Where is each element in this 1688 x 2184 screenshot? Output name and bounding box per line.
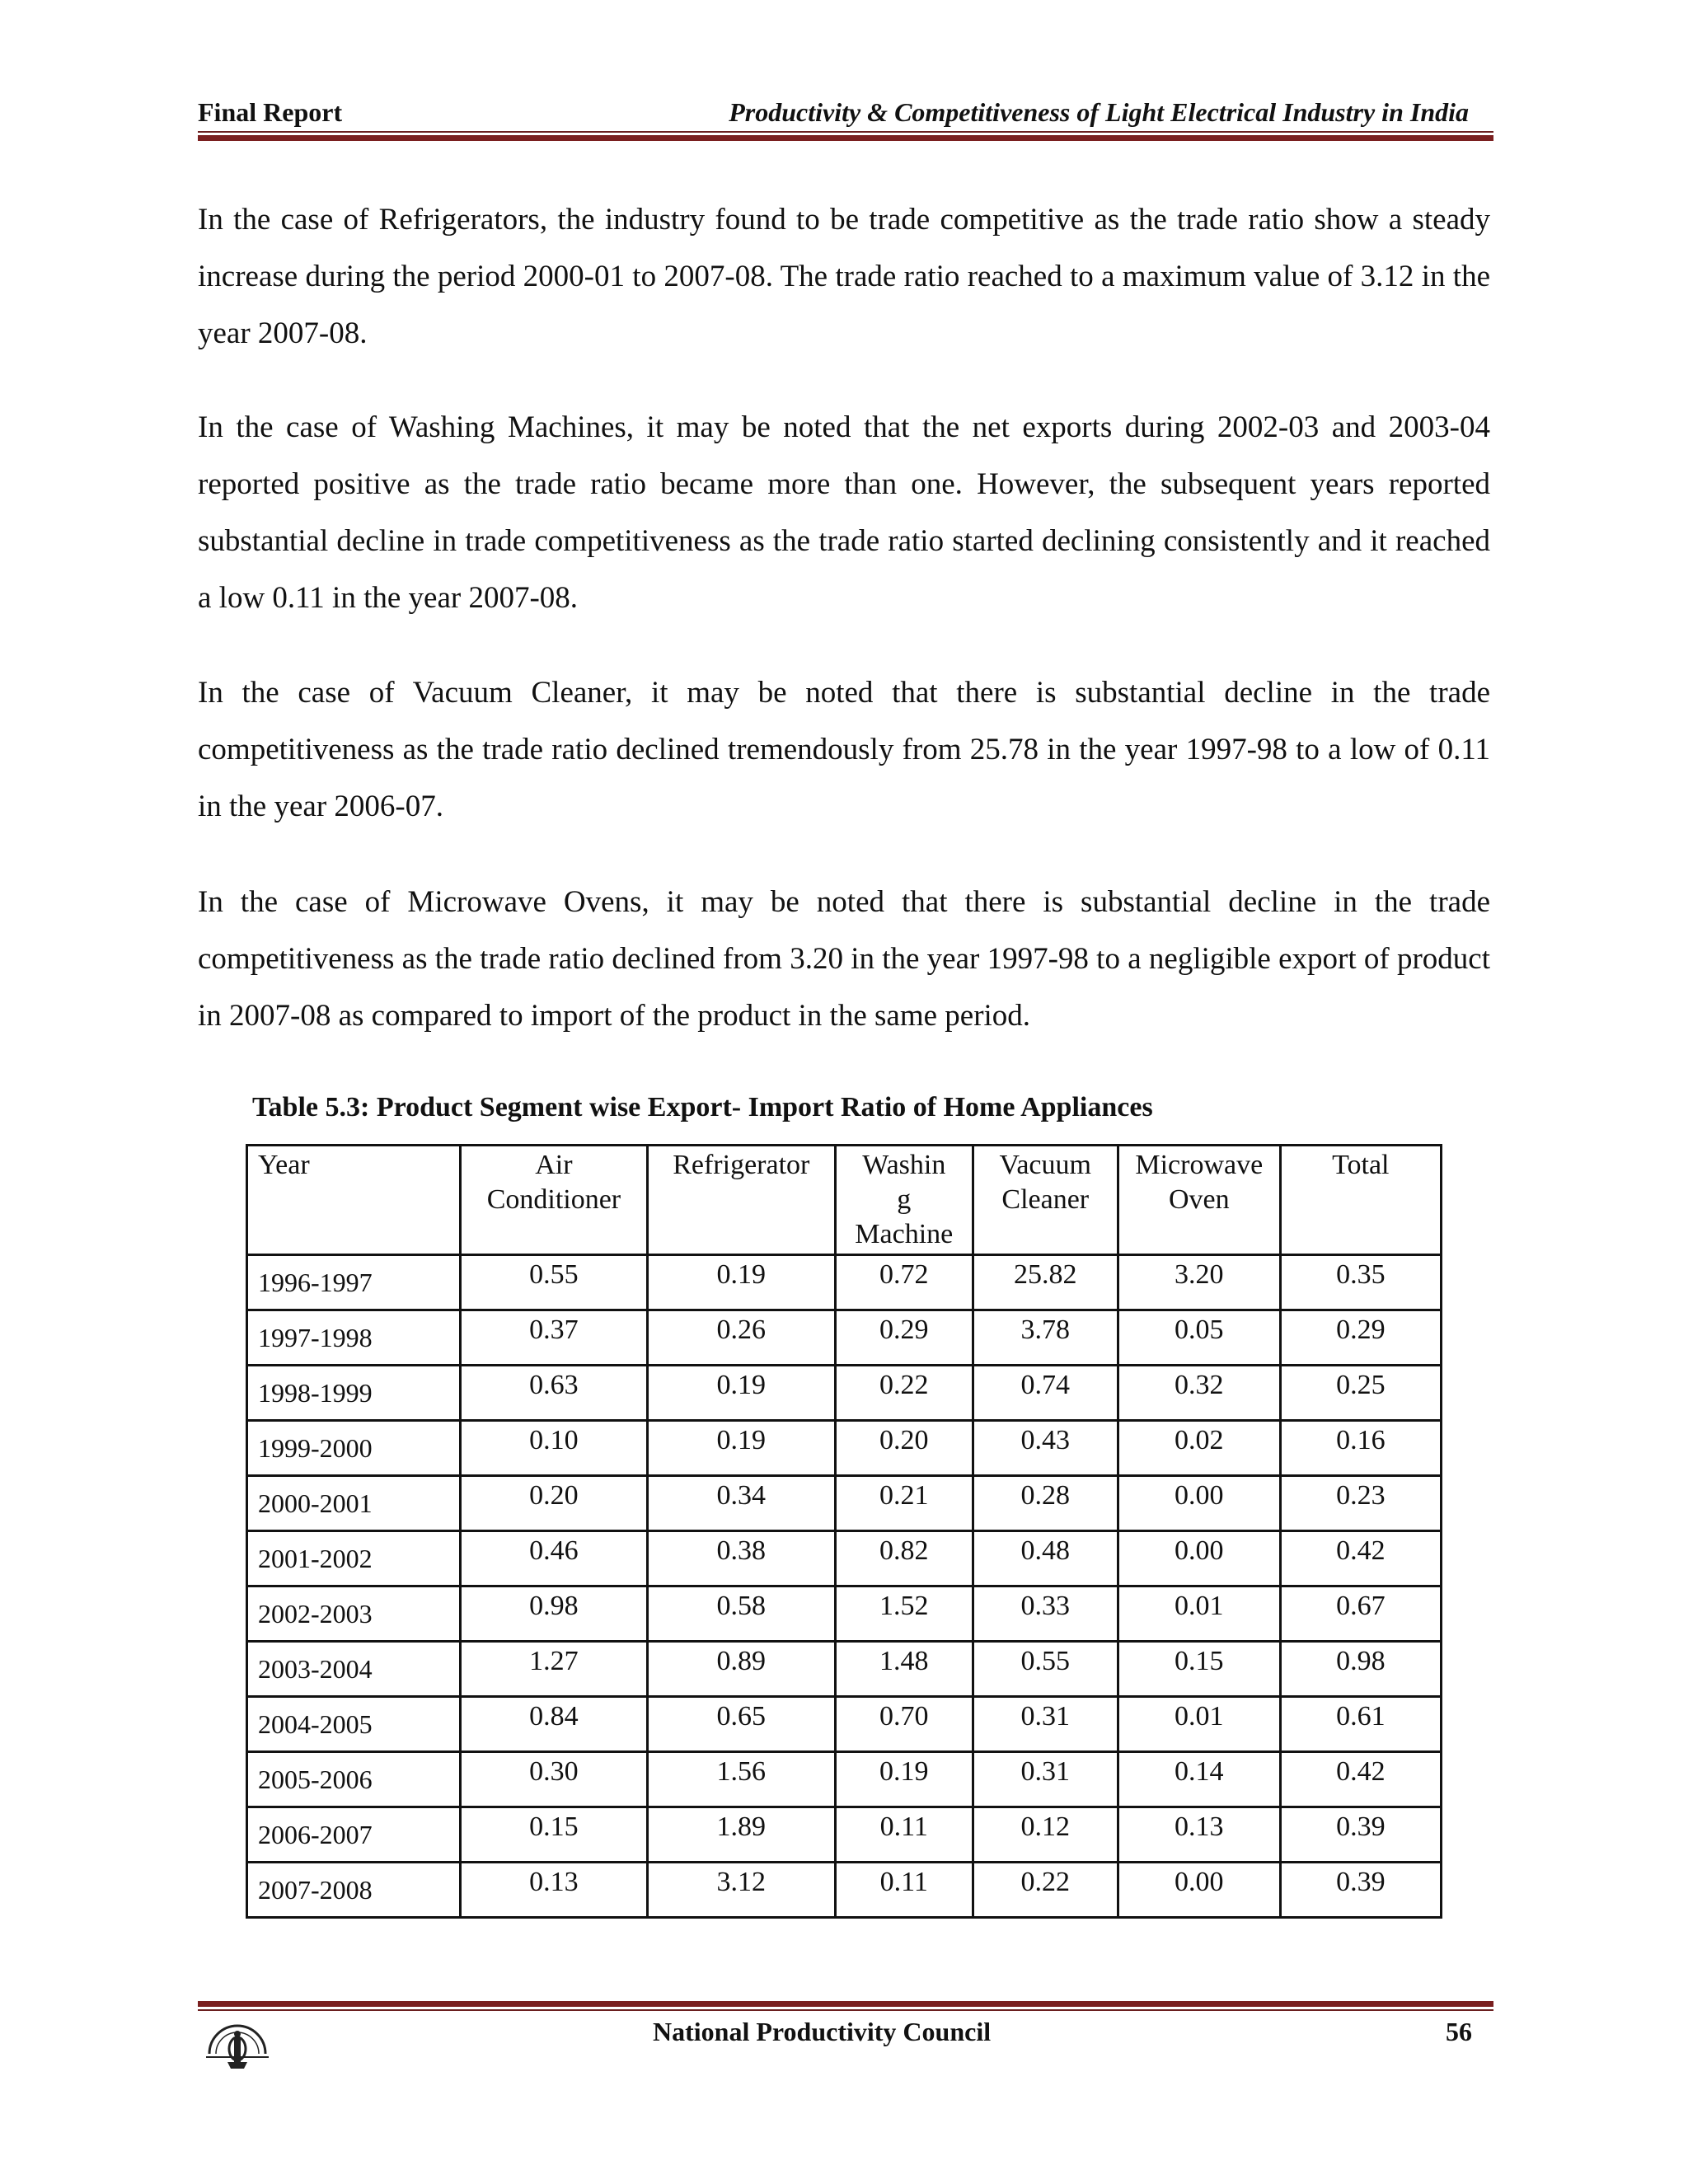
cell-year: 2004-2005 xyxy=(247,1697,461,1752)
header-total: Total xyxy=(1280,1146,1441,1255)
cell-air-conditioner: 0.55 xyxy=(461,1255,647,1310)
cell-refrigerator: 0.19 xyxy=(647,1421,835,1476)
header-vacuum-cleaner: Vacuum Cleaner xyxy=(973,1146,1118,1255)
header-microwave-oven: Microwave Oven xyxy=(1118,1146,1280,1255)
cell-year: 2007-2008 xyxy=(247,1863,461,1918)
cell-total: 0.98 xyxy=(1280,1642,1441,1697)
cell-air-conditioner: 0.84 xyxy=(461,1697,647,1752)
cell-air-conditioner: 0.30 xyxy=(461,1752,647,1807)
npc-emblem-icon xyxy=(198,2016,277,2082)
cell-vacuum-cleaner: 0.74 xyxy=(973,1366,1118,1421)
cell-refrigerator: 0.34 xyxy=(647,1476,835,1531)
footer-rule-thin xyxy=(198,2009,1493,2011)
cell-air-conditioner: 0.13 xyxy=(461,1863,647,1918)
cell-year: 1997-1998 xyxy=(247,1310,461,1366)
export-import-ratio-table xyxy=(246,1144,1442,1919)
paragraph-refrigerators: In the case of Refrigerators, the industry found to be trade competitive as the trade ratio show a steady increase during the period 2000-01 to 2007-08. The trade ratio reached to a maximum value of 3.12 in the year 2007-08. xyxy=(198,203,1490,350)
cell-microwave-oven: 0.00 xyxy=(1118,1531,1280,1586)
cell-washing-machine: 1.52 xyxy=(835,1586,973,1642)
report-label: Final Report xyxy=(198,97,343,127)
cell-vacuum-cleaner: 0.33 xyxy=(973,1586,1118,1642)
cell-vacuum-cleaner: 0.22 xyxy=(973,1863,1118,1918)
cell-washing-machine: 0.22 xyxy=(835,1366,973,1421)
cell-air-conditioner: 0.46 xyxy=(461,1531,647,1586)
cell-refrigerator: 0.89 xyxy=(647,1642,835,1697)
cell-year: 2001-2002 xyxy=(247,1531,461,1586)
cell-year: 2005-2006 xyxy=(247,1752,461,1807)
cell-vacuum-cleaner: 25.82 xyxy=(973,1255,1118,1310)
header-rule-thin xyxy=(198,131,1493,133)
cell-year: 2000-2001 xyxy=(247,1476,461,1531)
cell-total: 0.35 xyxy=(1280,1255,1441,1310)
cell-total: 0.42 xyxy=(1280,1531,1441,1586)
page-number: 56 xyxy=(1446,2017,1472,2046)
cell-total: 0.39 xyxy=(1280,1807,1441,1863)
footer-rule-thick xyxy=(198,2001,1493,2007)
table-row xyxy=(247,1531,1442,1586)
cell-vacuum-cleaner: 0.31 xyxy=(973,1697,1118,1752)
table-row xyxy=(247,1421,1442,1476)
cell-air-conditioner: 0.20 xyxy=(461,1476,647,1531)
paragraph-vacuum-cleaner: In the case of Vacuum Cleaner, it may be noted that there is substantial decline in the trade competitiveness as the trade ratio declined tremendously from 25.78 in the year 1997-98 to a low of 0.11 in the year 2006-07. xyxy=(198,676,1490,823)
cell-total: 0.16 xyxy=(1280,1421,1441,1476)
cell-washing-machine: 0.11 xyxy=(835,1863,973,1918)
cell-vacuum-cleaner: 0.43 xyxy=(973,1421,1118,1476)
cell-vacuum-cleaner: 0.31 xyxy=(973,1752,1118,1807)
cell-refrigerator: 0.65 xyxy=(647,1697,835,1752)
cell-total: 0.25 xyxy=(1280,1366,1441,1421)
cell-washing-machine: 0.21 xyxy=(835,1476,973,1531)
cell-microwave-oven: 0.01 xyxy=(1118,1697,1280,1752)
cell-washing-machine: 0.19 xyxy=(835,1752,973,1807)
header-rule-thick xyxy=(198,135,1493,141)
cell-year: 1998-1999 xyxy=(247,1366,461,1421)
cell-vacuum-cleaner: 0.28 xyxy=(973,1476,1118,1531)
page-header xyxy=(198,97,1493,135)
header-refrigerator: Refrigerator xyxy=(647,1146,835,1255)
cell-air-conditioner: 0.98 xyxy=(461,1586,647,1642)
cell-refrigerator: 0.38 xyxy=(647,1531,835,1586)
cell-vacuum-cleaner: 0.55 xyxy=(973,1642,1118,1697)
cell-washing-machine: 0.20 xyxy=(835,1421,973,1476)
cell-microwave-oven: 0.02 xyxy=(1118,1421,1280,1476)
cell-microwave-oven: 0.00 xyxy=(1118,1476,1280,1531)
cell-year: 1996-1997 xyxy=(247,1255,461,1310)
cell-washing-machine: 1.48 xyxy=(835,1642,973,1697)
cell-air-conditioner: 0.10 xyxy=(461,1421,647,1476)
table-row xyxy=(247,1697,1442,1752)
cell-refrigerator: 0.19 xyxy=(647,1366,835,1421)
cell-total: 0.39 xyxy=(1280,1863,1441,1918)
cell-refrigerator: 1.89 xyxy=(647,1807,835,1863)
cell-year: 2002-2003 xyxy=(247,1586,461,1642)
cell-total: 0.23 xyxy=(1280,1476,1441,1531)
cell-microwave-oven: 3.20 xyxy=(1118,1255,1280,1310)
cell-air-conditioner: 0.37 xyxy=(461,1310,647,1366)
cell-microwave-oven: 0.01 xyxy=(1118,1586,1280,1642)
cell-year: 2003-2004 xyxy=(247,1642,461,1697)
table-row xyxy=(247,1642,1442,1697)
cell-vacuum-cleaner: 0.48 xyxy=(973,1531,1118,1586)
paragraph-washing-machines: In the case of Washing Machines, it may be noted that the net exports during 2002-03 and 2003-04 reported positive as the trade ratio became more than one. However, the subsequent years reported substantial decline in trade competitiveness as the trade ratio started declining consistently and it reached a low 0.11 in the year 2007-08. xyxy=(198,410,1490,615)
cell-year: 2006-2007 xyxy=(247,1807,461,1863)
cell-washing-machine: 0.29 xyxy=(835,1310,973,1366)
table-row xyxy=(247,1752,1442,1807)
cell-air-conditioner: 0.15 xyxy=(461,1807,647,1863)
cell-vacuum-cleaner: 3.78 xyxy=(973,1310,1118,1366)
cell-microwave-oven: 0.00 xyxy=(1118,1863,1280,1918)
footer-organization: National Productivity Council xyxy=(653,2017,992,2046)
header-air-conditioner: Air Conditioner xyxy=(461,1146,647,1255)
header-washing-machine: Washin g Machine xyxy=(835,1146,973,1255)
table-row xyxy=(247,1476,1442,1531)
cell-refrigerator: 3.12 xyxy=(647,1863,835,1918)
cell-total: 0.42 xyxy=(1280,1752,1441,1807)
table-header-row xyxy=(247,1146,1442,1255)
cell-microwave-oven: 0.05 xyxy=(1118,1310,1280,1366)
paragraph-microwave-ovens: In the case of Microwave Ovens, it may be noted that there is substantial decline in the trade competitiveness as the trade ratio declined from 3.20 in the year 1997-98 to a negligible export of product in 2007-08 as compared to import of the product in the same period. xyxy=(198,885,1490,1033)
cell-washing-machine: 0.82 xyxy=(835,1531,973,1586)
cell-refrigerator: 0.58 xyxy=(647,1586,835,1642)
header-year: Year xyxy=(247,1146,461,1255)
cell-refrigerator: 1.56 xyxy=(647,1752,835,1807)
cell-year: 1999-2000 xyxy=(247,1421,461,1476)
table-row xyxy=(247,1586,1442,1642)
cell-total: 0.67 xyxy=(1280,1586,1441,1642)
cell-microwave-oven: 0.14 xyxy=(1118,1752,1280,1807)
table-row xyxy=(247,1255,1442,1310)
cell-total: 0.61 xyxy=(1280,1697,1441,1752)
cell-microwave-oven: 0.13 xyxy=(1118,1807,1280,1863)
cell-washing-machine: 0.70 xyxy=(835,1697,973,1752)
cell-vacuum-cleaner: 0.12 xyxy=(973,1807,1118,1863)
table-row xyxy=(247,1366,1442,1421)
table-caption: Table 5.3: Product Segment wise Export- Import Ratio of Home Appliances xyxy=(252,1092,1153,1122)
cell-air-conditioner: 0.63 xyxy=(461,1366,647,1421)
cell-refrigerator: 0.26 xyxy=(647,1310,835,1366)
cell-total: 0.29 xyxy=(1280,1310,1441,1366)
table-row xyxy=(247,1863,1442,1918)
cell-washing-machine: 0.72 xyxy=(835,1255,973,1310)
table-row xyxy=(247,1310,1442,1366)
cell-refrigerator: 0.19 xyxy=(647,1255,835,1310)
cell-washing-machine: 0.11 xyxy=(835,1807,973,1863)
report-title: Productivity & Competitiveness of Light Electrical Industry in India xyxy=(729,97,1469,127)
cell-air-conditioner: 1.27 xyxy=(461,1642,647,1697)
cell-microwave-oven: 0.32 xyxy=(1118,1366,1280,1421)
table-row xyxy=(247,1807,1442,1863)
cell-microwave-oven: 0.15 xyxy=(1118,1642,1280,1697)
